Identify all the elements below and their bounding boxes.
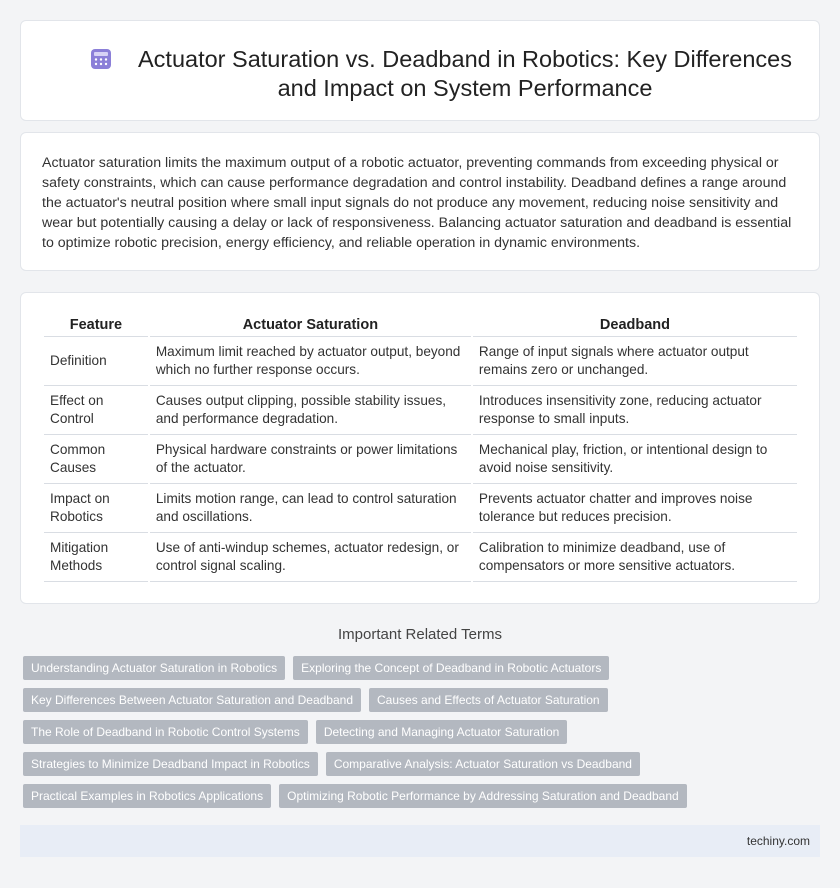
column-header-saturation: Actuator Saturation bbox=[150, 314, 471, 337]
tag-row bbox=[23, 752, 723, 776]
page-title-line-1: Actuator Saturation vs. Deadband in Robotics: Key Differences bbox=[137, 46, 792, 72]
intro-card bbox=[20, 132, 820, 271]
deadband-cell: Mechanical play, friction, or intentional design to avoid noise sensitivity. bbox=[473, 435, 797, 484]
deadband-cell: Prevents actuator chatter and improves noise tolerance but reduces precision. bbox=[473, 484, 797, 533]
column-header-feature: Feature bbox=[44, 314, 148, 337]
comparison-table bbox=[42, 314, 799, 582]
feature-cell: Mitigation Methods bbox=[44, 533, 148, 582]
deadband-cell: Calibration to minimize deadband, use of compensators or more sensitive actuators. bbox=[473, 533, 797, 582]
related-terms-list bbox=[23, 656, 723, 816]
related-term-link[interactable]: Exploring the Concept of Deadband in Robotic Actuators bbox=[293, 656, 609, 680]
tag-row bbox=[23, 784, 723, 808]
table-row bbox=[44, 484, 797, 533]
footer bbox=[20, 825, 820, 857]
page-title bbox=[101, 45, 809, 103]
saturation-cell: Limits motion range, can lead to control saturation and oscillations. bbox=[150, 484, 471, 533]
feature-cell: Impact on Robotics bbox=[44, 484, 148, 533]
related-term-link[interactable]: Comparative Analysis: Actuator Saturation vs Deadband bbox=[326, 752, 640, 776]
related-term-link[interactable]: Detecting and Managing Actuator Saturation bbox=[316, 720, 568, 744]
saturation-cell: Physical hardware constraints or power limitations of the actuator. bbox=[150, 435, 471, 484]
intro-paragraph: Actuator saturation limits the maximum output of a robotic actuator, preventing commands from exceeding physical or safety constraints, which can cause performance degradation and control instability. Deadband defines a range around the actuator's neutral position where small input signals do not produce any movement, reducing noise sensitivity and wear but potentially causing a delay or lack of responsiveness. Balancing actuator saturation and deadband is essential to optimize robotic precision, energy efficiency, and reliable operation in dynamic environments. bbox=[42, 155, 792, 251]
page-title-line-2: and Impact on System Performance bbox=[277, 75, 653, 101]
table-row bbox=[44, 386, 797, 435]
saturation-cell: Use of anti-windup schemes, actuator redesign, or control signal scaling. bbox=[150, 533, 471, 582]
tag-row bbox=[23, 688, 723, 712]
table-row bbox=[44, 533, 797, 582]
related-term-link[interactable]: Key Differences Between Actuator Saturation and Deadband bbox=[23, 688, 361, 712]
related-term-link[interactable]: Practical Examples in Robotics Applications bbox=[23, 784, 271, 808]
related-terms-heading: Important Related Terms bbox=[338, 626, 502, 643]
comparison-card bbox=[20, 292, 820, 604]
saturation-cell: Maximum limit reached by actuator output, beyond which no further response occurs. bbox=[150, 337, 471, 386]
deadband-cell: Range of input signals where actuator output remains zero or unchanged. bbox=[473, 337, 797, 386]
related-term-link[interactable]: Causes and Effects of Actuator Saturation bbox=[369, 688, 608, 712]
saturation-cell: Causes output clipping, possible stability issues, and performance degradation. bbox=[150, 386, 471, 435]
feature-cell: Definition bbox=[44, 337, 148, 386]
table-row bbox=[44, 435, 797, 484]
deadband-cell: Introduces insensitivity zone, reducing actuator response to small inputs. bbox=[473, 386, 797, 435]
related-term-link[interactable]: Strategies to Minimize Deadband Impact in Robotics bbox=[23, 752, 318, 776]
related-term-link[interactable]: Understanding Actuator Saturation in Robotics bbox=[23, 656, 285, 680]
tag-row bbox=[23, 656, 723, 680]
column-header-deadband: Deadband bbox=[473, 314, 797, 337]
footer-site-name[interactable]: techiny.com bbox=[746, 834, 810, 848]
tag-row bbox=[23, 720, 723, 744]
table-header-row bbox=[44, 314, 797, 337]
related-term-link[interactable]: The Role of Deadband in Robotic Control Systems bbox=[23, 720, 308, 744]
feature-cell: Common Causes bbox=[44, 435, 148, 484]
related-term-link[interactable]: Optimizing Robotic Performance by Addressing Saturation and Deadband bbox=[279, 784, 687, 808]
table-row bbox=[44, 337, 797, 386]
feature-cell: Effect on Control bbox=[44, 386, 148, 435]
header-card bbox=[20, 20, 820, 121]
